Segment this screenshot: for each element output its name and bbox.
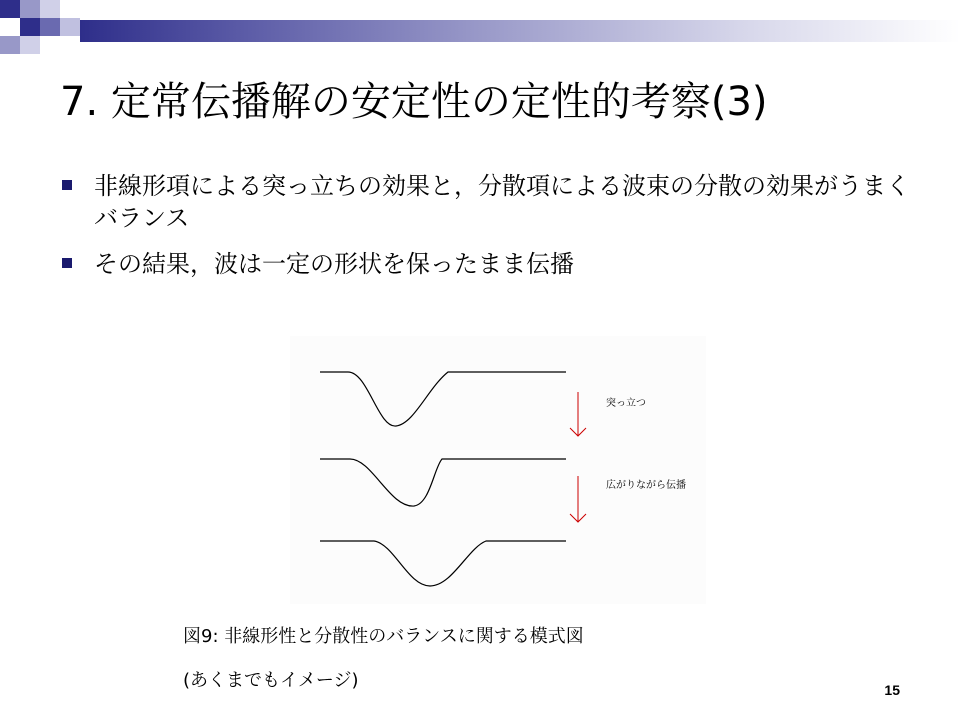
label-steepening: 突っ立つ [606, 398, 646, 409]
wave-initial [320, 372, 566, 426]
bullet-list [60, 170, 910, 294]
decor-square [0, 0, 20, 18]
wave-schematic [290, 336, 706, 604]
wave-schematic-figure [290, 336, 706, 604]
decor-square [40, 18, 60, 36]
decor-square [20, 36, 40, 54]
decor-square [20, 18, 40, 36]
bullet-text: 非線形項による突っ立ちの効果と，分散項による波束の分散の効果がうまくバランス [94, 172, 910, 232]
page-number: 15 [884, 682, 900, 698]
decor-square [20, 0, 40, 18]
figure-caption-note: (あくまでもイメージ) [183, 670, 359, 691]
decor-square [60, 18, 80, 36]
bullet-text: その結果，波は一定の形状を保ったまま伝播 [94, 250, 574, 278]
header-decoration [0, 0, 80, 60]
wave-steepened [320, 459, 566, 506]
bullet-item [60, 170, 910, 234]
square-bullet-icon [62, 180, 72, 190]
decor-square [40, 0, 60, 18]
decor-square [0, 36, 20, 54]
bullet-item [60, 248, 910, 280]
down-arrow-icon [570, 392, 586, 436]
figure-caption: 図9: 非線形性と分散性のバランスに関する模式図 [183, 626, 584, 647]
wave-spread [320, 541, 566, 586]
slide-title: 7. 定常伝播解の安定性の定性的考察(3) [60, 79, 768, 125]
header-gradient-bar [80, 20, 960, 42]
square-bullet-icon [62, 258, 72, 268]
down-arrow-icon [570, 476, 586, 522]
label-spreading: 広がりながら伝播 [606, 480, 686, 491]
